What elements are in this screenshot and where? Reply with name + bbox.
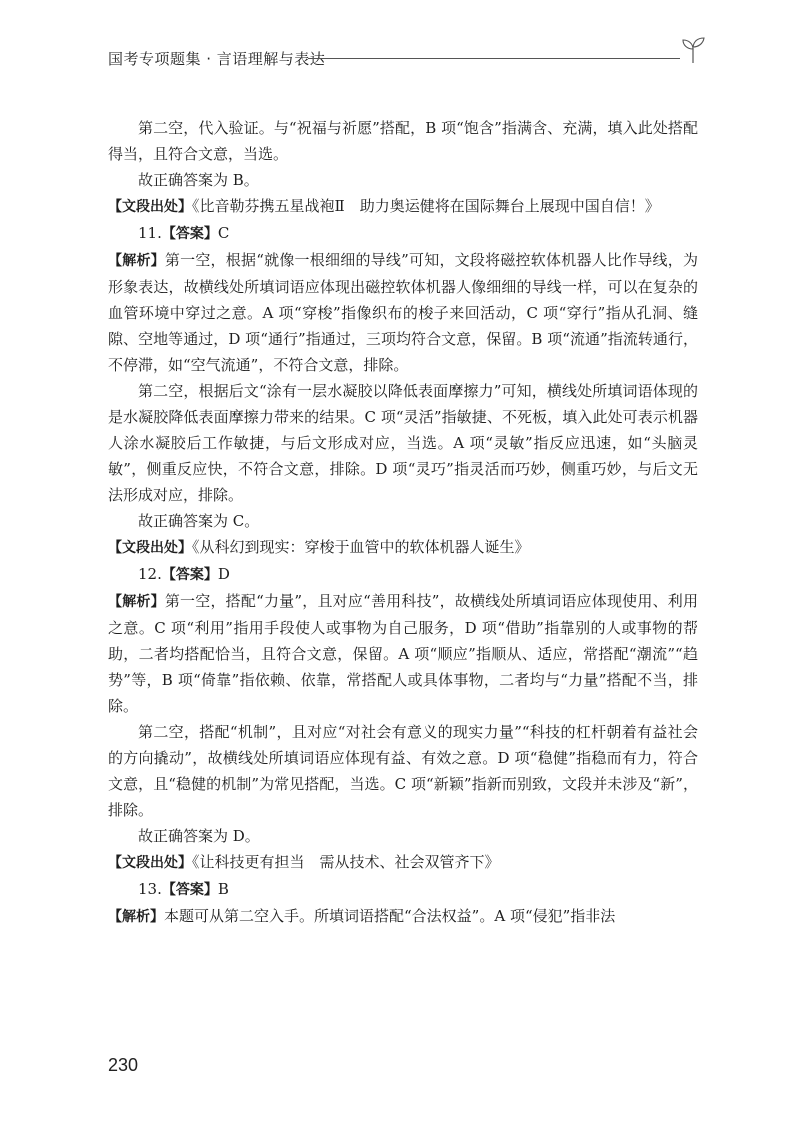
explanation-text: 本题可从第二空入手。所填词语搭配“合法权益”。A 项“侵犯”指非法 — [164, 907, 616, 925]
explanation-11 — [108, 247, 698, 378]
source-text: 《比音勒芬携五星战袍Ⅱ 助力奥运健将在国际舞台上展现中国自信！》 — [192, 197, 660, 215]
question-number: 11. — [138, 224, 162, 242]
answer-tag: 【答案】 — [161, 882, 218, 898]
answer-line-10: 故正确答案为 B。 — [138, 171, 259, 189]
sprout-icon — [678, 36, 708, 64]
page-header — [108, 42, 708, 72]
source-line-12 — [108, 849, 698, 876]
explanation-12-blank2: 第二空，搭配“机制”，且对应“对社会有意义的现实力量”“科技的杠杆朝着有益社会的方向撬动”，故横线处所填词语应体现有益、有效之意。D 项“稳健”指稳而有力，符合文意，且“稳健的机制”为常见搭配，当选。C 项“新颖”指新而别致，文段并未涉及“新”，排除。 — [108, 723, 698, 819]
page-number: 230 — [108, 1055, 139, 1075]
source-tag: 【文段出处】 — [108, 199, 192, 215]
explanation-12 — [108, 588, 698, 719]
paragraph-blank2-analysis: 第二空，代入验证。与“祝福与祈愿”搭配，B 项“饱含”指满含、充满，填入此处搭配得当，且符合文意，当选。 — [108, 119, 698, 163]
answer-value: D — [217, 565, 230, 583]
source-text: 《让科技更有担当 需从技术、社会双管齐下》 — [192, 853, 500, 871]
answer-line-11: 故正确答案为 C。 — [138, 512, 260, 530]
answer-heading-12 — [108, 561, 698, 588]
source-line-11 — [108, 534, 698, 561]
answer-value: B — [217, 880, 229, 898]
answer-value: C — [217, 224, 230, 242]
explanation-13 — [108, 903, 698, 930]
source-line-10 — [108, 193, 698, 220]
explanation-11-blank2: 第二空，根据后文“涂有一层水凝胶以降低表面摩擦力”可知，横线处所填词语体现的是水凝胶降低表面摩擦力带来的结果。C 项“灵活”指敏捷、不死板，填入此处可表示机器人涂水凝胶后工作敏捷，与后文形成对应，当选。A 项“灵敏”指反应迅速，如“头脑灵敏”，侧重反应快，不符合文意，排除。D 项“灵巧”指灵活而巧妙，侧重巧妙，与后文无法形成对应，排除。 — [108, 382, 698, 504]
answer-heading-11 — [108, 220, 698, 247]
source-tag: 【文段出处】 — [108, 540, 192, 556]
running-head-title: 国考专项题集 · 言语理解与表达 — [108, 50, 326, 68]
answer-heading-13 — [108, 876, 698, 903]
answer-line-12: 故正确答案为 D。 — [138, 827, 260, 845]
explanation-tag: 【解析】 — [108, 909, 164, 925]
source-tag: 【文段出处】 — [108, 855, 192, 871]
answer-tag: 【答案】 — [161, 567, 218, 583]
page-content — [108, 115, 698, 930]
explanation-tag: 【解析】 — [108, 594, 165, 610]
explanation-tag: 【解析】 — [108, 253, 165, 269]
question-number: 12. — [138, 565, 162, 583]
header-rule — [308, 58, 680, 59]
explanation-text: 第一空，根据“就像一根细细的导线”可知，文段将磁控软体机器人比作导线，为形象表达，故横线处所填词语应体现出磁控软体机器人像细细的导线一样，可以在复杂的血管环境中穿过之意。A 项“穿梭”指像织布的梭子来回活动，C 项“穿行”指从孔洞、缝隙、空地等通过，D 项“通行”指通过，三项均符合文意，保留。B 项“流通”指流转通行，不停滞，如“空气流通”，不符合文意，排除。 — [108, 251, 698, 374]
answer-tag: 【答案】 — [161, 226, 218, 242]
source-text: 《从科幻到现实：穿梭于血管中的软体机器人诞生》 — [192, 538, 530, 556]
explanation-text: 第一空，搭配“力量”，且对应“善用科技”，故横线处所填词语应体现使用、利用之意。C 项“利用”指用手段使人或事物为自己服务，D 项“借助”指靠别的人或事物的帮助，二者均搭配恰当，且符合文意，保留。A 项“顺应”指顺从、适应，常搭配“潮流”“趋势”等，B 项“倚靠”指依赖、依靠，常搭配人或具体事物，二者均与“力量”搭配不当，排除。 — [108, 592, 699, 715]
question-number: 13. — [138, 880, 162, 898]
